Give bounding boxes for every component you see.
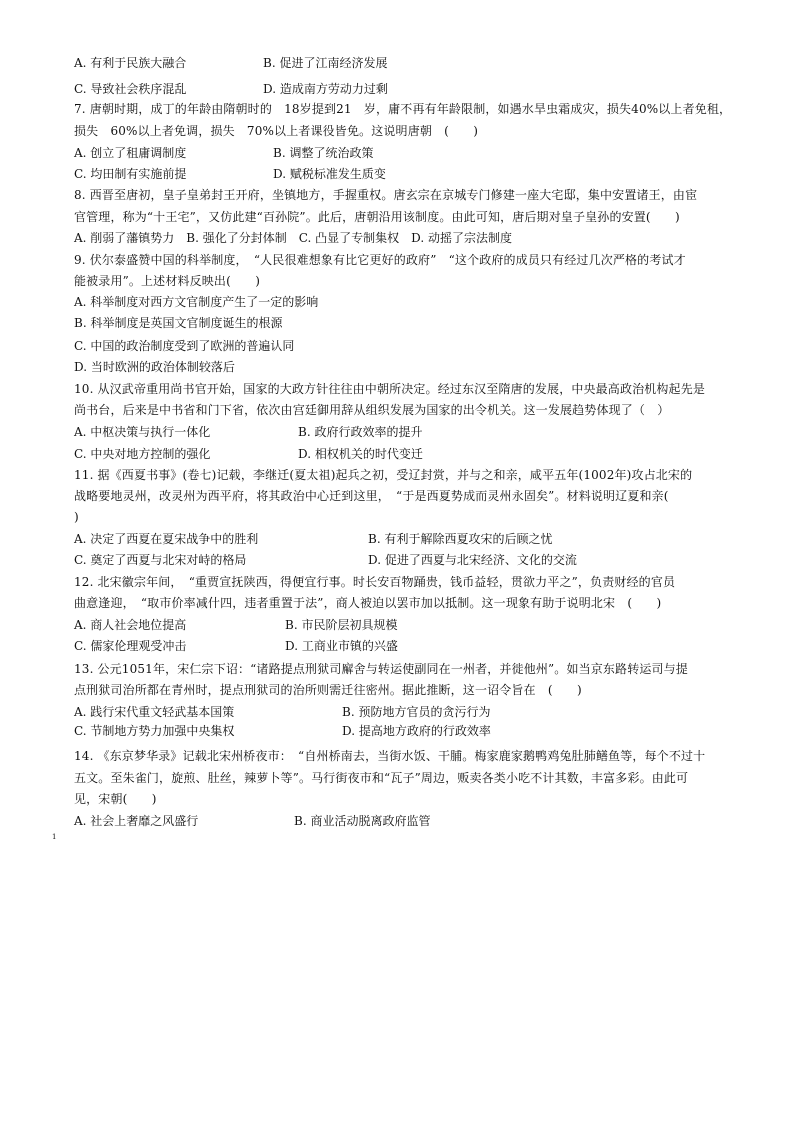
q14-stem-line: 见，宋朝( ) <box>74 792 157 806</box>
q12-option-a: A. 商人社会地位提高 <box>74 618 187 632</box>
q13-option-a: A. 践行宋代重文轻武基本国策 <box>74 705 235 719</box>
q8-stem-line: 8. 西晋至唐初，皇子皇弟封王开府，坐镇地方，手握重权。唐玄宗在京城专门修建一座大宅邸，集中安置诸王，由宦 <box>74 188 698 202</box>
q14-option-b: B. 商业活动脱离政府监管 <box>294 814 431 828</box>
q13-stem-line: 13. 公元1051年，宋仁宗下诏：“诸路提点刑狱司廨舍与转运使副同在一州者，并徙他州”。如当京东路转运司与提 <box>74 662 688 676</box>
q7-option-d: D. 赋税标准发生质变 <box>273 167 386 181</box>
q9-option-b: B. 科举制度是英国文官制度诞生的根源 <box>74 316 283 330</box>
q11-option-c: C. 奠定了西夏与北宋对峙的格局 <box>74 553 247 567</box>
q10-stem-line: 尚书台，后来是中书省和门下省，依次由宫廷御用辞从组织发展为国家的出令机关。这一发展趋势体现了（ ） <box>74 403 670 417</box>
q7-option-a: A. 创立了租庸调制度 <box>74 146 187 160</box>
q12-stem-line: 12. 北宋徽宗年间， “重贾宣抚陕西，得便宜行事。时长安百物踊贵，钱币益轻，贯欲力平之”，负责财经的官员 <box>74 575 676 589</box>
q7-option-c: C. 均田制有实施前提 <box>74 167 187 181</box>
q9-stem-line: 9. 伏尔泰盛赞中国的科举制度， “人民很难想象有比它更好的政府” “这个政府的成员只有经过几次严格的考试才 <box>74 253 686 267</box>
q13-option-c: C. 节制地方势力加强中央集权 <box>74 724 235 738</box>
q10-option-c: C. 中央对地方控制的强化 <box>74 447 211 461</box>
q11-stem-line: ) <box>74 510 79 524</box>
q11-option-b: B. 有利于解除西夏攻宋的后顾之忧 <box>368 532 553 546</box>
q9-stem-line: 能被录用”。上述材料反映出( ) <box>74 274 261 288</box>
q8-options: A. 削弱了藩镇势力 B. 强化了分封体制 C. 凸显了专制集权 D. 动摇了宗法制度 <box>74 231 512 245</box>
q6-option-c: C. 导致社会秩序混乱 <box>74 82 187 96</box>
q10-stem-line: 10. 从汉武帝重用尚书官开始，国家的大政方针往往由中朝所决定。经过东汉至隋唐的发展，中央最高政治机构起先是 <box>74 382 706 396</box>
q7-stem-line: 7. 唐朝时期，成丁的年龄由隋朝时的 18岁提到21 岁，庸不再有年龄限制，如遇水旱虫霜成灾，损失40%以上者免租， <box>74 102 732 116</box>
q9-option-a: A. 科举制度对西方文官制度产生了一定的影响 <box>74 295 319 309</box>
q10-option-a: A. 中枢决策与执行一体化 <box>74 425 211 439</box>
q11-stem-line: 战略要地灵州，改灵州为西平府，将其政治中心迁到这里， “于是西夏势成而灵州永固矣”。材料说明辽夏和亲( <box>74 489 669 503</box>
q6-option-d: D. 造成南方劳动力过剩 <box>263 82 388 96</box>
q11-option-a: A. 决定了西夏在夏宋战争中的胜利 <box>74 532 259 546</box>
q14-stem-line: 五文。至朱雀门，旋煎、肚丝，辣萝卜等”。马行街夜市和“瓦子”周边，贩卖各类小吃不计其数，丰富多彩。由此可 <box>74 771 689 785</box>
q13-option-b: B. 预防地方官员的贪污行为 <box>342 705 491 719</box>
q12-stem-line: 曲意逢迎， “取市价率减什四，违者重置于法”，商人被迫以罢市加以抵制。这一现象有助于说明北宋 ( ) <box>74 596 662 610</box>
q6-option-b: B. 促进了江南经济发展 <box>263 56 388 70</box>
q10-option-b: B. 政府行政效率的提升 <box>298 425 423 439</box>
q12-option-d: D. 工商业市镇的兴盛 <box>285 639 398 653</box>
q11-stem-line: 11. 据《西夏书事》(卷七)记载，李继迁(夏太祖)起兵之初，受辽封赏，并与之和亲，咸平五年(1002年)攻占北宋的 <box>74 468 693 482</box>
q7-option-b: B. 调整了统治政策 <box>273 146 374 160</box>
q10-option-d: D. 相权机关的时代变迁 <box>298 447 423 461</box>
q14-option-a: A. 社会上奢靡之风盛行 <box>74 814 199 828</box>
q12-option-c: C. 儒家伦理观受冲击 <box>74 639 187 653</box>
q9-option-c: C. 中国的政治制度受到了欧洲的普遍认同 <box>74 339 295 353</box>
q9-option-d: D. 当时欧洲的政治体制较落后 <box>74 360 235 374</box>
q13-option-d: D. 提高地方政府的行政效率 <box>342 724 491 738</box>
q7-stem-line: 损失 60%以上者免调，损失 70%以上者课役皆免。这说明唐朝 ( ) <box>74 124 479 138</box>
q14-stem-line: 14. 《东京梦华录》记载北宋州桥夜市： “自州桥南去，当街水饭、干脯。梅家鹿家鹅鸭鸡兔肚肺鳝鱼等，每个不过十 <box>74 749 706 763</box>
q12-option-b: B. 市民阶层初具规模 <box>285 618 398 632</box>
page-number: 1 <box>52 833 57 841</box>
q6-option-a: A. 有利于民族大融合 <box>74 56 187 70</box>
q13-stem-line: 点刑狱司治所都在青州时，提点刑狱司的治所则需迁往密州。据此推断，这一诏令旨在 ( ) <box>74 683 582 697</box>
q8-stem-line: 官管理，称为“十王宅”，又仿此建“百孙院”。此后，唐朝沿用该制度。由此可知，唐后期对皇子皇孙的安置( ) <box>74 210 680 224</box>
q11-option-d: D. 促进了西夏与北宋经济、文化的交流 <box>368 553 577 567</box>
